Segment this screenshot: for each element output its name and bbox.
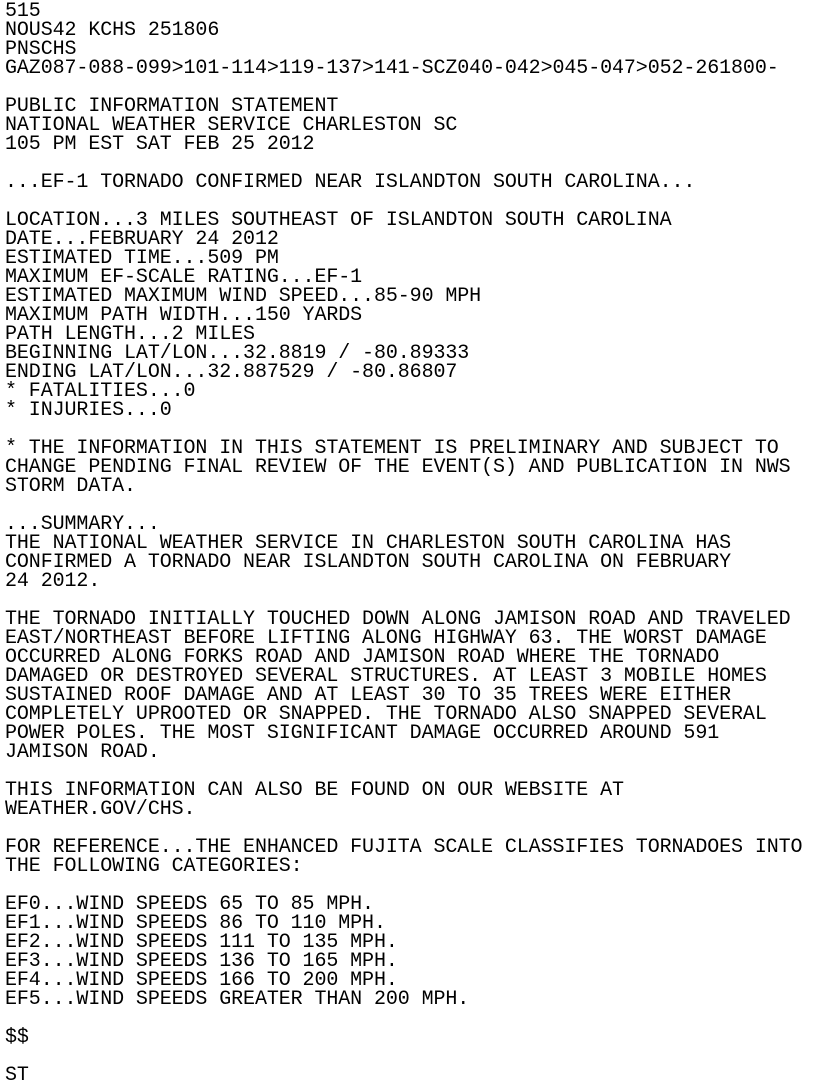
event-details [5, 211, 813, 420]
summary-narrative-line: OCCURRED ALONG FORKS ROAD AND JAMISON ROAD WHERE THE TORNADO [5, 646, 720, 669]
detail-end-latlon: ENDING LAT/LON...32.887529 / -80.86807 [5, 361, 458, 384]
disclaimer [5, 439, 813, 496]
reference-note [5, 838, 813, 876]
sequence-number: 515 [5, 0, 41, 23]
disclaimer-line: STORM DATA. [5, 475, 136, 498]
summary-narrative-line: DAMAGED OR DESTROYED SEVERAL STRUCTURES. AT LEAST 3 MOBILE HOMES [5, 665, 767, 688]
website-line: WEATHER.GOV/CHS. [5, 798, 196, 821]
website-note [5, 781, 813, 819]
detail-path-length: PATH LENGTH...2 MILES [5, 323, 255, 346]
product-title-block [5, 97, 813, 154]
summary-narrative-line: POWER POLES. THE MOST SIGNIFICANT DAMAGE OCCURRED AROUND 591 [5, 722, 720, 745]
detail-location: LOCATION...3 MILES SOUTHEAST OF ISLANDTON SOUTH CAROLINA [5, 209, 672, 232]
detail-fatalities: * FATALITIES...0 [5, 380, 196, 403]
detail-injuries: * INJURIES...0 [5, 399, 172, 422]
reference-line: THE FOLLOWING CATEGORIES: [5, 855, 303, 878]
issuing-office: NATIONAL WEATHER SERVICE CHARLESTON SC [5, 114, 458, 137]
headline: ...EF-1 TORNADO CONFIRMED NEAR ISLANDTON SOUTH CAROLINA... [5, 171, 696, 194]
summary-narrative-line: SUSTAINED ROOF DAMAGE AND AT LEAST 30 TO 35 TREES WERE EITHER [5, 684, 732, 707]
ef-scale-item: EF5...WIND SPEEDS GREATER THAN 200 MPH. [5, 988, 470, 1011]
summary-narrative-line: COMPLETELY UPROOTED OR SNAPPED. THE TORNADO ALSO SNAPPED SEVERAL [5, 703, 767, 726]
disclaimer-line: CHANGE PENDING FINAL REVIEW OF THE EVENT(S) AND PUBLICATION IN NWS [5, 456, 791, 479]
disclaimer-line: * THE INFORMATION IN THIS STATEMENT IS PRELIMINARY AND SUBJECT TO [5, 437, 779, 460]
product-title: PUBLIC INFORMATION STATEMENT [5, 95, 339, 118]
detail-wind-speed: ESTIMATED MAXIMUM WIND SPEED...85-90 MPH [5, 285, 482, 308]
spacer [5, 1009, 813, 1028]
summary-intro-line: CONFIRMED A TORNADO NEAR ISLANDTON SOUTH CAROLINA ON FEBRUARY [5, 551, 732, 574]
author-initials: ST [5, 1064, 29, 1087]
summary-narrative-line: JAMISON ROAD. [5, 741, 160, 764]
ugc-zone-line: GAZ087-088-099>101-114>119-137>141-SCZ040-042>045-047>052-261800- [5, 57, 779, 80]
product-header [5, 2, 813, 78]
product-terminator: $$ [5, 1026, 29, 1049]
detail-begin-latlon: BEGINNING LAT/LON...32.8819 / -80.89333 [5, 342, 470, 365]
summary-heading: ...SUMMARY... [5, 513, 160, 536]
spacer [5, 1047, 813, 1066]
wmo-header: NOUS42 KCHS 251806 [5, 19, 220, 42]
issue-time: 105 PM EST SAT FEB 25 2012 [5, 133, 315, 156]
summary-intro-line: THE NATIONAL WEATHER SERVICE IN CHARLESTON SOUTH CAROLINA HAS [5, 532, 732, 555]
detail-date: DATE...FEBRUARY 24 2012 [5, 228, 279, 251]
ef-scale-item: EF2...WIND SPEEDS 111 TO 135 MPH. [5, 931, 398, 954]
ef-scale-item: EF3...WIND SPEEDS 136 TO 165 MPH. [5, 950, 398, 973]
summary-narrative-line: EAST/NORTHEAST BEFORE LIFTING ALONG HIGHWAY 63. THE WORST DAMAGE [5, 627, 767, 650]
website-line: THIS INFORMATION CAN ALSO BE FOUND ON OUR WEBSITE AT [5, 779, 624, 802]
detail-path-width: MAXIMUM PATH WIDTH...150 YARDS [5, 304, 363, 327]
summary-intro-line: 24 2012. [5, 570, 101, 593]
summary-narrative-line: THE TORNADO INITIALLY TOUCHED DOWN ALONG JAMISON ROAD AND TRAVELED [5, 608, 791, 631]
detail-time: ESTIMATED TIME...509 PM [5, 247, 279, 270]
ef-scale-item: EF0...WIND SPEEDS 65 TO 85 MPH. [5, 893, 374, 916]
reference-line: FOR REFERENCE...THE ENHANCED FUJITA SCALE CLASSIFIES TORNADOES INTO [5, 836, 803, 859]
ef-scale-item: EF4...WIND SPEEDS 166 TO 200 MPH. [5, 969, 398, 992]
ef-scale-list [5, 895, 813, 1009]
awips-id: PNSCHS [5, 38, 77, 61]
ef-scale-item: EF1...WIND SPEEDS 86 TO 110 MPH. [5, 912, 386, 935]
detail-ef-rating: MAXIMUM EF-SCALE RATING...EF-1 [5, 266, 363, 289]
summary-section [5, 515, 813, 762]
